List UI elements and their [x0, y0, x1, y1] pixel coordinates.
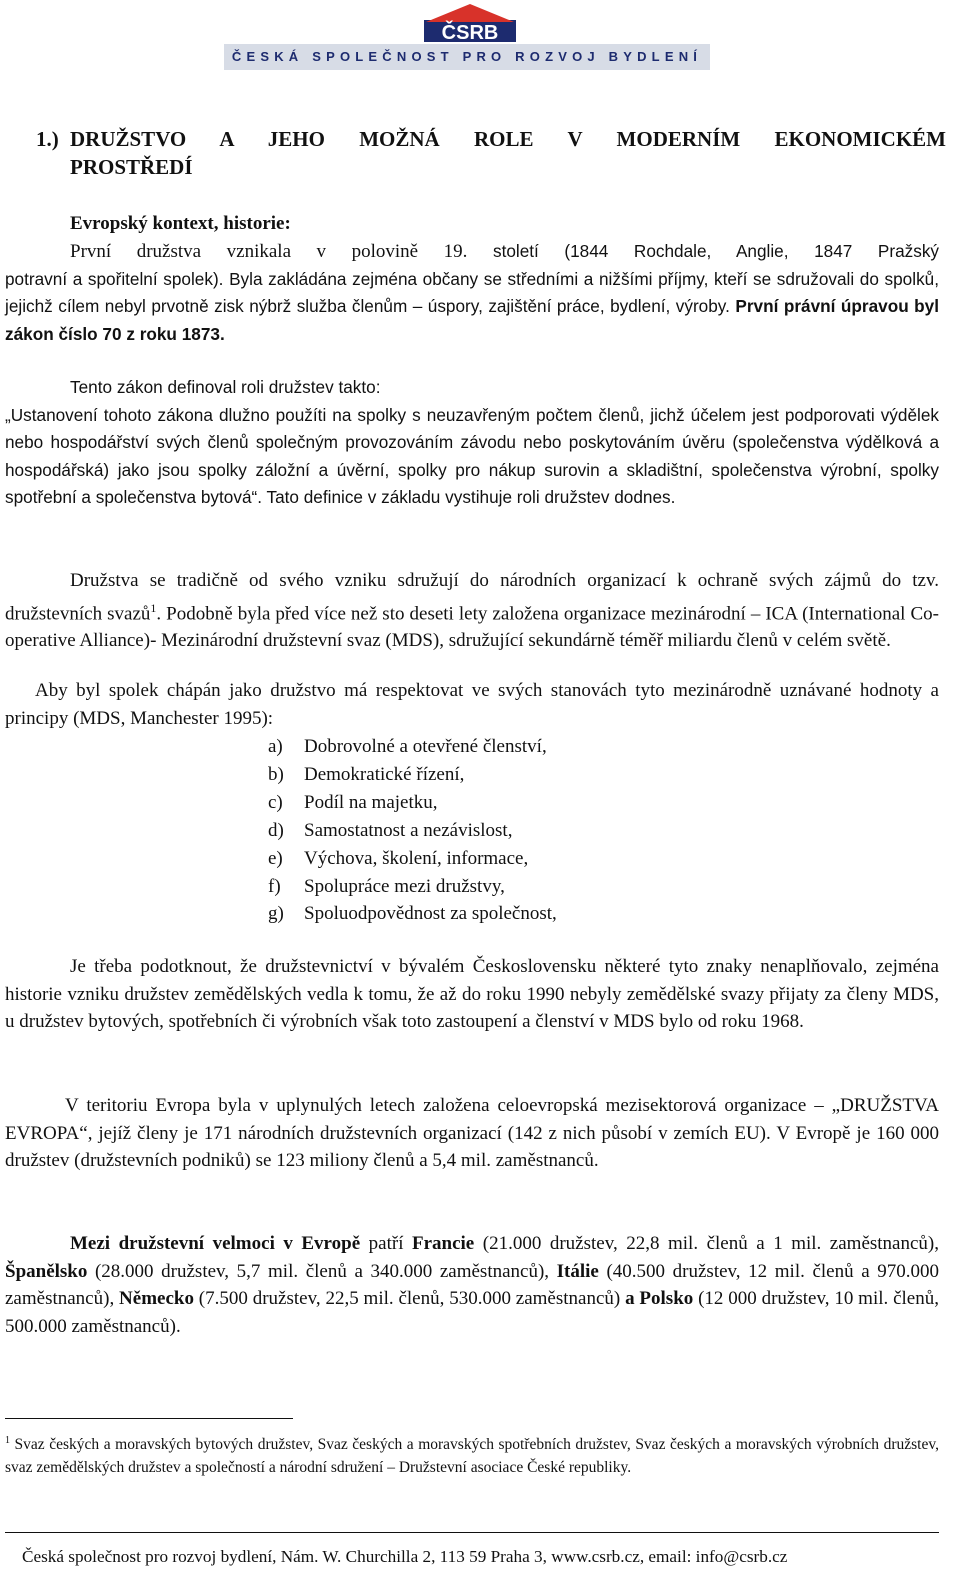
unions-paragraph: Družstva se tradičně od svého vzniku sdružují do národních organizací k ochraně svých zájmů do tzv. družstevních svazů$^1$. Podobně byla před více než sto deseti lety založena organizace mezinárodní – ICA (International Co-operative Alliance)- Mezinárodní družstevní svaz (MDS), sdružující sekundárně téměř miliardu členů v celém světě. [5, 570, 939, 652]
chapter-number: 1.) [36, 127, 59, 151]
footnote-reference: 1 [150, 600, 157, 615]
czechoslovakia-paragraph: Je třeba podotknout, že družstevnictví v bývalém Československu některé tyto znaky nenaplňovalo, zejména historie vzniku družstev zemědělských vedla k tomu, že až do roku 1990 nebyly zemědělské svazy přijaty za členy MDS, u družstev bytových, spotřebních či výrobních však toto zastoupení a členství v MDS bylo od roku 1968. [5, 956, 939, 1032]
chapter-title-line2: PROSTŘEDÍ [70, 155, 193, 179]
principles-list [268, 733, 557, 928]
principle-text: Dobrovolné a otevřené členství, [304, 736, 547, 757]
house-logo-icon [422, 2, 518, 42]
principle-item [268, 900, 557, 928]
principle-item [268, 733, 557, 761]
logo-brand-text: ČSRB [441, 22, 499, 42]
chapter-title-line1: DRUŽSTVO A JEHO MOŽNÁ ROLE V MODERNÍM EKONOMICKÉM [70, 127, 946, 151]
law-paragraph [5, 374, 939, 512]
principle-marker: g) [268, 903, 284, 925]
principle-text: Výchova, školení, informace, [304, 847, 529, 869]
principle-item [268, 845, 557, 873]
principle-text: Spoluodpovědnost za společnost, [304, 903, 557, 925]
principle-text: Spolupráce mezi družstvy, [304, 875, 505, 897]
history-paragraph [5, 238, 939, 348]
principle-item [268, 789, 557, 817]
law-intro: Tento zákon definoval roli družstev takto: [70, 377, 381, 397]
footer-separator [5, 1532, 939, 1533]
principle-text: Samostatnost a nezávislost, [304, 819, 513, 841]
page-footer: Česká společnost pro rozvoj bydlení, Nám. W. Churchilla 2, 113 59 Praha 3, www.csrb.cz, email: info@csrb.cz [22, 1547, 788, 1566]
history-text: potravní a spořitelní spolek). Byla zakládána zejména občany se středními a nižšími příjmy, kteří se sdružovali do spolků, jejichž cílem nebyl prvotně zisk nýbrž služba členům – úspory, zajištění práce, bydlení, výroby. První právní úpravou byl zákon číslo 70 z roku 1873. [5, 268, 940, 344]
footnote-separator [5, 1418, 293, 1419]
law-quote: „Ustanovení tohoto zákona dlužno použíti na spolky s neuzavřeným počtem členů, jichž účelem jest podporovati výdělek nebo hospodářství svých členů společným provozováním závodu nebo poskytováním úvěru (společenstva výdělková a hospodářská) jako jsou spolky záložní a úvěrní, spolky pro nákup surovin a skladištní, společenstva výrobní, spolky spotřební a společenstva bytová“. Tato definice v základu vystihuje roli družstev dodnes. [5, 404, 939, 507]
principle-marker: f) [268, 875, 281, 897]
first-law-note: První právní úpravou byl zákon číslo 70 z roku 1873. [5, 296, 940, 344]
principle-item [268, 761, 557, 789]
europe-paragraph: V teritoriu Evropa byla v uplynulých letech založena celoevropská mezisektorová organizace – „DRUŽSTVA EVROPA“, jejíž členy je 171 národních družstevních organizací (142 z nich působí v zemích EU). V Evropě je 160 000 družstev (družstevních podniků) se 123 miliony členů a 5,4 mil. zaměstnanců. [5, 1095, 939, 1171]
footnote: $^1$ Svaz českých a moravských bytových družstev, Svaz českých a moravských spotřebních družstev, Svaz českých a moravských výrobních družstev, svaz zemědělských družstev a společností a národní sdružení – Družstevní asociace České republiky. [5, 1435, 939, 1477]
powers-paragraph: Mezi družstevní velmoci v Evropě patří Francie (21.000 družstev, 22,8 mil. členů a 1 mil. zaměstnanců), Španělsko (28.000 družstev, 5,7 mil. členů a 340.000 zaměstnanců), Itálie (40.500 družstev, 12 mil. členů a 970.000 zaměstnanců), Německo (7.500 družstev, 22,5 mil. členů, 530.000 zaměstnanců) a Polsko (12 000 družstev, 10 mil. členů, 500.000 zaměstnanců). [5, 1233, 939, 1337]
principle-text: Podíl na majetku, [304, 791, 438, 813]
logo-tagline: ČESKÁ SPOLEČNOST PRO ROZVOJ BYDLENÍ [224, 44, 710, 70]
header-logo [224, 0, 710, 70]
principle-marker: a) [268, 736, 283, 757]
principle-item [268, 817, 557, 845]
section-subtitle: Evropský kontext, historie: [70, 213, 291, 234]
principle-text: Demokratické řízení, [304, 763, 465, 785]
principle-marker: d) [268, 819, 284, 841]
logo-mark [224, 0, 710, 44]
principle-item [268, 873, 557, 901]
principle-marker: b) [268, 763, 284, 785]
principle-marker: c) [268, 791, 283, 813]
footnote-number: 1 [5, 1435, 10, 1446]
principles-intro: Aby byl spolek chápán jako družstvo má respektovat ve svých stanovách tyto mezinárodně uznávané hodnoty a principy (MDS, Manchester 1995): [5, 680, 939, 729]
history-first-line: První družstva vznikala v polovině 19. století (1844 Rochdale, Anglie, 1847 Pražský [70, 241, 940, 262]
principle-marker: e) [268, 847, 283, 869]
